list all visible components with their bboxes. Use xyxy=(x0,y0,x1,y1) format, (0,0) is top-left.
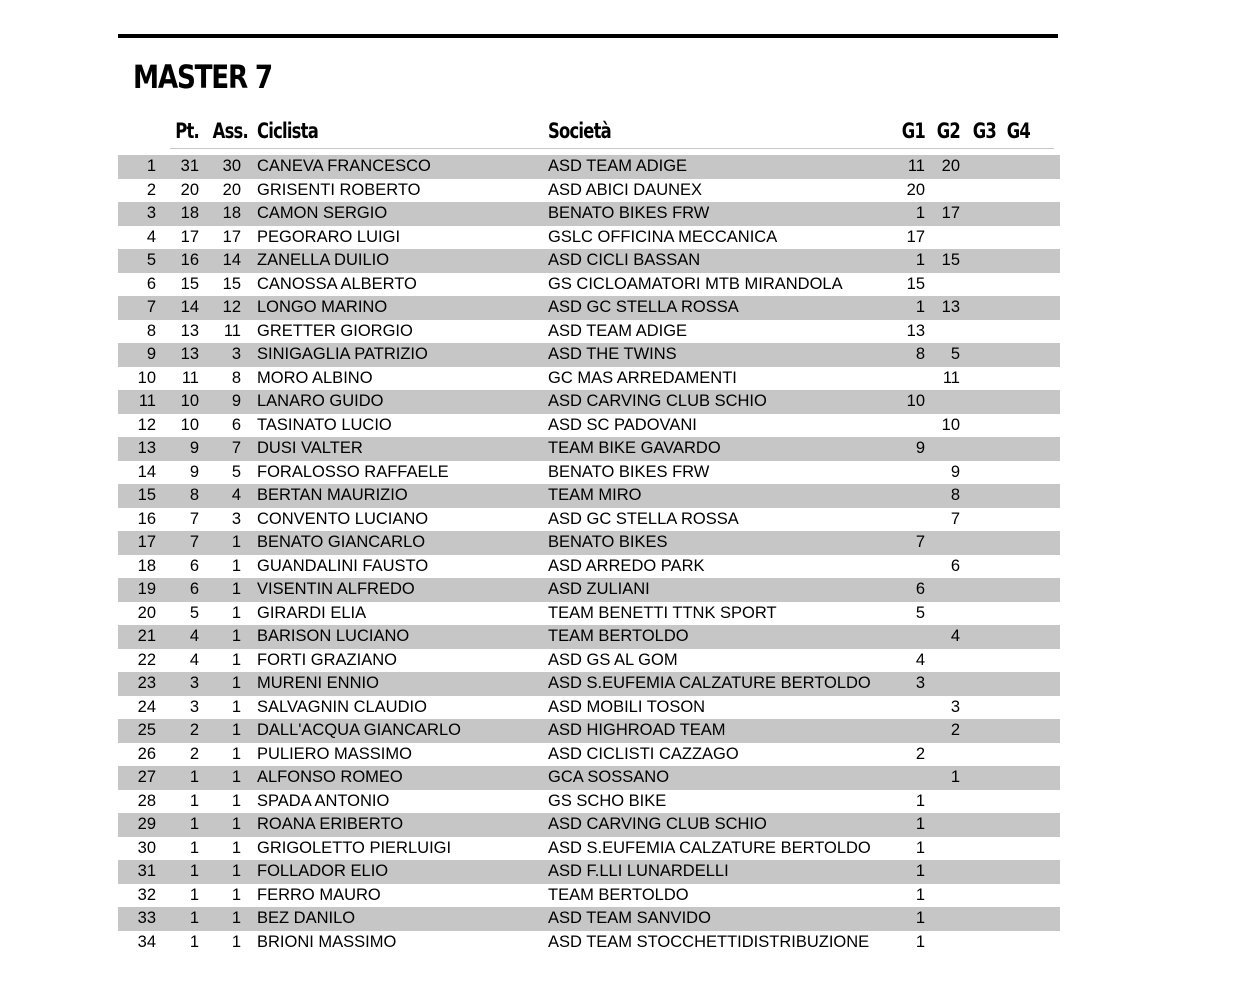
g2-cell: 20 xyxy=(941,157,960,175)
points-cell: 1 xyxy=(189,838,199,857)
ass-cell: 1 xyxy=(231,533,241,551)
g1-cell: 6 xyxy=(915,580,925,598)
points-cell: 7 xyxy=(189,509,199,528)
header-divider xyxy=(170,148,1054,149)
position-cell: 33 xyxy=(137,909,156,927)
position-cell: 25 xyxy=(137,721,156,739)
points-cell: 10 xyxy=(180,392,199,410)
column-header-ass: Ass. xyxy=(212,119,248,143)
table-row xyxy=(118,884,1060,908)
ass-cell: 12 xyxy=(222,298,241,316)
position-cell: 28 xyxy=(137,791,156,810)
position-cell: 24 xyxy=(137,697,156,716)
team-cell: TEAM BERTOLDO xyxy=(548,885,689,904)
table-header xyxy=(118,116,1058,146)
ass-cell: 1 xyxy=(231,603,241,622)
ass-cell: 7 xyxy=(231,439,241,457)
team-cell: ASD TEAM ADIGE xyxy=(548,157,688,175)
rider-name-cell: ZANELLA DUILIO xyxy=(257,251,390,269)
team-cell: TEAM BENETTI TTNK SPORT xyxy=(548,603,777,622)
table-row xyxy=(118,625,1060,649)
table-row xyxy=(118,273,1060,297)
ass-cell: 1 xyxy=(231,556,241,575)
points-cell: 10 xyxy=(180,415,199,434)
position-cell: 22 xyxy=(137,650,156,669)
rider-name-cell: BRIONI MASSIMO xyxy=(257,932,397,951)
table-row xyxy=(118,531,1060,555)
standings-table xyxy=(118,155,1060,954)
g1-cell: 13 xyxy=(906,321,925,340)
position-cell: 34 xyxy=(137,932,156,951)
team-cell: ASD TEAM STOCCHETTIDISTRIBUZIONE xyxy=(548,932,870,951)
g1-cell: 11 xyxy=(907,157,925,175)
ass-cell: 1 xyxy=(231,932,241,951)
position-cell: 11 xyxy=(138,392,156,410)
points-cell: 1 xyxy=(189,932,199,951)
rider-name-cell: CANOSSA ALBERTO xyxy=(257,274,417,293)
position-cell: 3 xyxy=(146,204,156,222)
table-row xyxy=(118,437,1060,461)
points-cell: 1 xyxy=(189,885,199,904)
position-cell: 17 xyxy=(137,533,156,551)
team-cell: ASD GS AL GOM xyxy=(548,650,678,669)
table-row xyxy=(118,672,1060,696)
column-header-g2: G2 xyxy=(936,119,960,143)
rider-name-cell: PULIERO MASSIMO xyxy=(257,744,412,763)
position-cell: 15 xyxy=(137,486,156,504)
g2-cell: 1 xyxy=(950,768,960,786)
points-cell: 18 xyxy=(180,204,199,222)
ass-cell: 6 xyxy=(231,415,241,434)
points-cell: 1 xyxy=(189,815,199,833)
team-cell: ASD TEAM ADIGE xyxy=(548,321,688,340)
position-cell: 8 xyxy=(146,321,156,340)
g2-cell: 9 xyxy=(950,462,960,481)
g1-cell: 20 xyxy=(906,180,925,199)
g2-cell: 6 xyxy=(950,556,960,575)
points-cell: 2 xyxy=(189,721,199,739)
table-row xyxy=(118,202,1060,226)
team-cell: TEAM BIKE GAVARDO xyxy=(548,439,721,457)
rider-name-cell: LANARO GUIDO xyxy=(257,392,384,410)
ass-cell: 5 xyxy=(231,462,241,481)
column-header-rider: Ciclista xyxy=(257,119,318,143)
ass-cell: 1 xyxy=(231,885,241,904)
table-row xyxy=(118,320,1060,344)
points-cell: 13 xyxy=(180,321,199,340)
ass-cell: 1 xyxy=(231,791,241,810)
points-cell: 8 xyxy=(189,486,199,504)
points-cell: 1 xyxy=(189,791,199,810)
g1-cell: 15 xyxy=(906,274,925,293)
page-title: MASTER 7 xyxy=(133,58,272,96)
points-cell: 4 xyxy=(189,650,199,669)
g1-cell: 1 xyxy=(915,885,925,904)
rider-name-cell: FORALOSSO RAFFAELE xyxy=(257,462,449,481)
g1-cell: 1 xyxy=(915,791,925,810)
points-cell: 3 xyxy=(189,674,199,692)
rider-name-cell: CONVENTO LUCIANO xyxy=(257,509,429,528)
ass-cell: 1 xyxy=(231,697,241,716)
team-cell: ASD CICLISTI CAZZAGO xyxy=(548,744,739,763)
g1-cell: 1 xyxy=(915,251,925,269)
team-cell: ASD THE TWINS xyxy=(548,345,677,363)
ass-cell: 30 xyxy=(222,157,241,175)
position-cell: 20 xyxy=(137,603,156,622)
ass-cell: 1 xyxy=(231,862,241,880)
position-cell: 29 xyxy=(137,815,156,833)
ass-cell: 3 xyxy=(231,345,241,363)
ass-cell: 1 xyxy=(231,744,241,763)
g1-cell: 1 xyxy=(915,204,925,222)
column-header-points: Pt. xyxy=(175,119,199,143)
ass-cell: 3 xyxy=(231,509,241,528)
table-row xyxy=(118,860,1060,884)
table-row xyxy=(118,602,1060,626)
points-cell: 6 xyxy=(189,580,199,598)
position-cell: 4 xyxy=(146,227,156,246)
g1-cell: 9 xyxy=(915,439,925,457)
column-header-g4: G4 xyxy=(1006,119,1030,143)
table-row xyxy=(118,296,1060,320)
rider-name-cell: BERTAN MAURIZIO xyxy=(257,486,408,504)
table-row xyxy=(118,390,1060,414)
g2-cell: 3 xyxy=(950,697,960,716)
rider-name-cell: MURENI ENNIO xyxy=(257,674,379,692)
ass-cell: 1 xyxy=(231,909,241,927)
position-cell: 14 xyxy=(137,462,156,481)
g1-cell: 1 xyxy=(915,862,925,880)
team-cell: BENATO BIKES FRW xyxy=(548,462,710,481)
team-cell: ASD GC STELLA ROSSA xyxy=(548,298,739,316)
g2-cell: 7 xyxy=(950,509,960,528)
position-cell: 18 xyxy=(137,556,156,575)
table-row xyxy=(118,249,1060,273)
team-cell: ASD F.LLI LUNARDELLI xyxy=(548,862,729,880)
g1-cell: 5 xyxy=(915,603,925,622)
position-cell: 6 xyxy=(146,274,156,293)
team-cell: ASD CARVING CLUB SCHIO xyxy=(548,392,767,410)
rider-name-cell: FOLLADOR ELIO xyxy=(257,862,389,880)
ass-cell: 1 xyxy=(231,650,241,669)
g1-cell: 10 xyxy=(906,392,925,410)
table-row xyxy=(118,931,1060,955)
position-cell: 19 xyxy=(137,580,156,598)
rider-name-cell: DUSI VALTER xyxy=(257,439,363,457)
team-cell: GCA SOSSANO xyxy=(548,768,670,786)
g1-cell: 1 xyxy=(915,932,925,951)
table-row xyxy=(118,837,1060,861)
position-cell: 16 xyxy=(137,509,156,528)
ass-cell: 1 xyxy=(231,721,241,739)
ass-cell: 11 xyxy=(223,321,241,340)
ass-cell: 1 xyxy=(231,815,241,833)
rider-name-cell: LONGO MARINO xyxy=(257,298,388,316)
g2-cell: 2 xyxy=(950,721,960,739)
position-cell: 7 xyxy=(146,298,156,316)
position-cell: 13 xyxy=(137,439,156,457)
top-rule xyxy=(118,34,1058,38)
position-cell: 21 xyxy=(137,627,156,645)
position-cell: 9 xyxy=(146,345,156,363)
rider-name-cell: GRIGOLETTO PIERLUIGI xyxy=(257,838,452,857)
rider-name-cell: ROANA ERIBERTO xyxy=(257,815,404,833)
g1-cell: 2 xyxy=(915,744,925,763)
rider-name-cell: DALL'ACQUA GIANCARLO xyxy=(257,721,461,739)
team-cell: ASD CARVING CLUB SCHIO xyxy=(548,815,767,833)
column-header-g3: G3 xyxy=(972,119,996,143)
table-row xyxy=(118,484,1060,508)
g2-cell: 15 xyxy=(941,251,960,269)
table-row xyxy=(118,155,1060,179)
ass-cell: 1 xyxy=(231,768,241,786)
points-cell: 7 xyxy=(189,533,199,551)
ass-cell: 8 xyxy=(231,368,241,387)
g1-cell: 3 xyxy=(915,674,925,692)
rider-name-cell: PEGORARO LUIGI xyxy=(257,227,401,246)
team-cell: ASD ARREDO PARK xyxy=(548,556,705,575)
table-row xyxy=(118,743,1060,767)
table-row xyxy=(118,790,1060,814)
position-cell: 1 xyxy=(146,157,156,175)
team-cell: GS CICLOAMATORI MTB MIRANDOLA xyxy=(548,274,843,293)
table-row xyxy=(118,907,1060,931)
team-cell: GC MAS ARREDAMENTI xyxy=(548,368,737,387)
rider-name-cell: GIRARDI ELIA xyxy=(257,603,367,622)
points-cell: 11 xyxy=(181,368,199,387)
table-row xyxy=(118,649,1060,673)
g2-cell: 10 xyxy=(941,415,960,434)
table-row xyxy=(118,766,1060,790)
position-cell: 5 xyxy=(146,251,156,269)
points-cell: 1 xyxy=(189,909,199,927)
ass-cell: 1 xyxy=(231,674,241,692)
table-row xyxy=(118,813,1060,837)
g2-cell: 4 xyxy=(950,627,960,645)
g1-cell: 4 xyxy=(915,650,925,669)
ass-cell: 17 xyxy=(222,227,241,246)
position-cell: 23 xyxy=(137,674,156,692)
points-cell: 9 xyxy=(189,462,199,481)
g1-cell: 1 xyxy=(915,838,925,857)
team-cell: TEAM BERTOLDO xyxy=(548,627,689,645)
points-cell: 3 xyxy=(189,697,199,716)
team-cell: ASD MOBILI TOSON xyxy=(548,697,706,716)
team-cell: BENATO BIKES FRW xyxy=(548,204,710,222)
rider-name-cell: GRETTER GIORGIO xyxy=(257,321,413,340)
g2-cell: 11 xyxy=(942,368,960,387)
g2-cell: 5 xyxy=(950,345,960,363)
rider-name-cell: ALFONSO ROMEO xyxy=(257,768,403,786)
g1-cell: 1 xyxy=(915,298,925,316)
g1-cell: 8 xyxy=(915,345,925,363)
team-cell: GSLC OFFICINA MECCANICA xyxy=(548,227,778,246)
points-cell: 14 xyxy=(180,298,199,316)
rider-name-cell: BENATO GIANCARLO xyxy=(257,533,426,551)
table-row xyxy=(118,461,1060,485)
ass-cell: 1 xyxy=(231,627,241,645)
g1-cell: 7 xyxy=(915,533,925,551)
team-cell: BENATO BIKES xyxy=(548,533,668,551)
table-row xyxy=(118,226,1060,250)
points-cell: 6 xyxy=(189,556,199,575)
rider-name-cell: VISENTIN ALFREDO xyxy=(257,580,415,598)
rider-name-cell: SINIGAGLIA PATRIZIO xyxy=(257,345,428,363)
g1-cell: 1 xyxy=(915,815,925,833)
points-cell: 31 xyxy=(180,157,199,175)
position-cell: 10 xyxy=(137,368,156,387)
rider-name-cell: GRISENTI ROBERTO xyxy=(257,180,421,199)
table-row xyxy=(118,367,1060,391)
column-header-team: Società xyxy=(548,119,611,143)
points-cell: 13 xyxy=(180,345,199,363)
team-cell: ASD SC PADOVANI xyxy=(548,415,697,434)
ass-cell: 1 xyxy=(231,838,241,857)
rider-name-cell: FORTI GRAZIANO xyxy=(257,650,397,669)
g2-cell: 17 xyxy=(941,204,960,222)
position-cell: 31 xyxy=(137,862,156,880)
ass-cell: 1 xyxy=(231,580,241,598)
points-cell: 1 xyxy=(189,768,199,786)
ass-cell: 4 xyxy=(231,486,241,504)
team-cell: GS SCHO BIKE xyxy=(548,791,667,810)
team-cell: ASD CICLI BASSAN xyxy=(548,251,701,269)
ass-cell: 18 xyxy=(222,204,241,222)
rider-name-cell: GUANDALINI FAUSTO xyxy=(257,556,429,575)
team-cell: ASD TEAM SANVIDO xyxy=(548,909,711,927)
points-cell: 20 xyxy=(180,180,199,199)
rider-name-cell: FERRO MAURO xyxy=(257,885,381,904)
rider-name-cell: BARISON LUCIANO xyxy=(257,627,410,645)
table-row xyxy=(118,555,1060,579)
rider-name-cell: MORO ALBINO xyxy=(257,368,373,387)
table-row xyxy=(118,414,1060,438)
position-cell: 2 xyxy=(146,180,156,199)
g1-cell: 17 xyxy=(906,227,925,246)
table-row xyxy=(118,719,1060,743)
team-cell: ASD GC STELLA ROSSA xyxy=(548,509,739,528)
position-cell: 26 xyxy=(137,744,156,763)
position-cell: 12 xyxy=(137,415,156,434)
rider-name-cell: SALVAGNIN CLAUDIO xyxy=(257,697,427,716)
points-cell: 9 xyxy=(189,439,199,457)
rider-name-cell: SPADA ANTONIO xyxy=(257,791,390,810)
team-cell: ASD ABICI DAUNEX xyxy=(548,180,703,199)
position-cell: 32 xyxy=(137,885,156,904)
position-cell: 30 xyxy=(137,838,156,857)
team-cell: ASD HIGHROAD TEAM xyxy=(548,721,726,739)
points-cell: 5 xyxy=(189,603,199,622)
team-cell: ASD S.EUFEMIA CALZATURE BERTOLDO xyxy=(548,674,871,692)
table-row xyxy=(118,578,1060,602)
ass-cell: 14 xyxy=(222,251,241,269)
team-cell: ASD ZULIANI xyxy=(548,580,650,598)
points-cell: 16 xyxy=(180,251,199,269)
ass-cell: 20 xyxy=(222,180,241,199)
table-row xyxy=(118,179,1060,203)
points-cell: 15 xyxy=(180,274,199,293)
points-cell: 1 xyxy=(189,862,199,880)
ass-cell: 15 xyxy=(222,274,241,293)
points-cell: 17 xyxy=(180,227,199,246)
column-header-g1: G1 xyxy=(901,119,925,143)
g2-cell: 8 xyxy=(950,486,960,504)
table-row xyxy=(118,508,1060,532)
rider-name-cell: CAMON SERGIO xyxy=(257,204,388,222)
rider-name-cell: TASINATO LUCIO xyxy=(257,415,392,434)
position-cell: 27 xyxy=(137,768,156,786)
rider-name-cell: CANEVA FRANCESCO xyxy=(257,157,431,175)
g1-cell: 1 xyxy=(915,909,925,927)
ass-cell: 9 xyxy=(231,392,241,410)
team-cell: ASD S.EUFEMIA CALZATURE BERTOLDO xyxy=(548,838,871,857)
table-row xyxy=(118,343,1060,367)
team-cell: TEAM MIRO xyxy=(548,486,642,504)
rider-name-cell: BEZ DANILO xyxy=(257,909,356,927)
points-cell: 4 xyxy=(189,627,199,645)
points-cell: 2 xyxy=(189,744,199,763)
g2-cell: 13 xyxy=(941,298,960,316)
table-row xyxy=(118,696,1060,720)
